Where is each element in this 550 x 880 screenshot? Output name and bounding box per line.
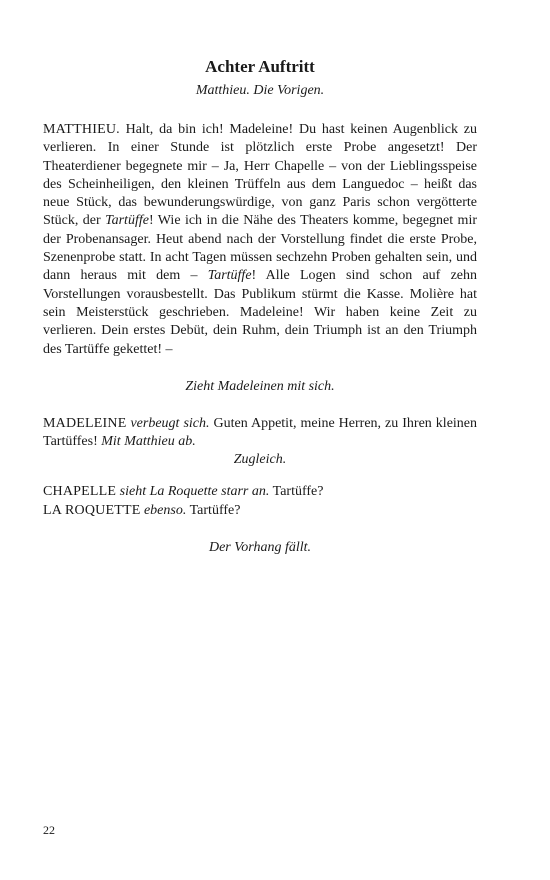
speaker-name: MADELEINE [43, 415, 127, 431]
curtain-direction: Der Vorhang fällt. [208, 540, 312, 556]
speech-text: ! Wie ich in die Nähe des Theaters komme, begegnet mir der Probenansager. Heut abend nach der Vorstellung findet die erste Probe, Szenenprobe statt. In acht Tagen müssen sechzehn Proben gehalten sein, und dann heraus mit dem – [43, 213, 478, 284]
play-title: Tartüffe [207, 268, 252, 284]
scene-title: Achter Auftritt [205, 57, 315, 76]
speaker-name: CHAPELLE [43, 484, 117, 500]
speaker-name: MATTHIEU. [43, 122, 120, 137]
speech-text: ! Alle Logen sind schon auf zehn Vorstellungen vorausbestellt. Das Publikum stürmt die Kasse. Molière hat sein Meisterstück geschrieben. Madeleine! Wir haben keine Zeit zu verlieren. Dein erstes Debüt, dein Ruhm, dein Triumph ist an den Triumph des Tartüffe gekettet! – [43, 268, 478, 357]
play-title: Tartüffe [105, 213, 149, 229]
speech-text: Halt, da bin ich! Madeleine! Du hast keinen Augenblick zu verlieren. In einer Stunde ist plötzlich erste Probe angesetzt! Der Theaterdiener begegnete mir – Ja, Herr Chapelle – von der Lieblingsspeise des Scheinheiligen, den kleinen Trüffeln aus dem Languedoc – heißt das neue Stück, das bewunderungswürdige, von ganz Paris schon vergötterte Stück, der [43, 122, 477, 229]
speech-text: Guten Appetit, meine Herren, zu Ihren kleinen Tartüffes! [43, 415, 478, 450]
speech-text: Tartüffe? [186, 502, 241, 518]
stage-direction-inline: sieht La Roquette starr an. [119, 484, 270, 500]
speech-text: Tartüffe? [269, 484, 324, 500]
stage-direction-inline: verbeugt sich. [130, 415, 210, 431]
chapelle-line [43, 483, 477, 501]
laroquette-line [43, 502, 477, 520]
stage-direction-inline: ebenso. [143, 502, 187, 518]
page-content [43, 55, 477, 558]
stage-direction: Zugleich. [233, 452, 287, 468]
stage-direction-inline: Mit Matthieu ab. [101, 434, 196, 450]
speaker-name: LA ROQUETTE [43, 502, 141, 518]
matthieu-speech [43, 121, 477, 359]
stage-direction: Zieht Madeleinen mit sich. [185, 378, 335, 394]
page-number: 22 [43, 823, 55, 837]
madeleine-speech [43, 415, 477, 452]
scene-characters: Matthieu. Die Vorigen. [195, 83, 325, 98]
